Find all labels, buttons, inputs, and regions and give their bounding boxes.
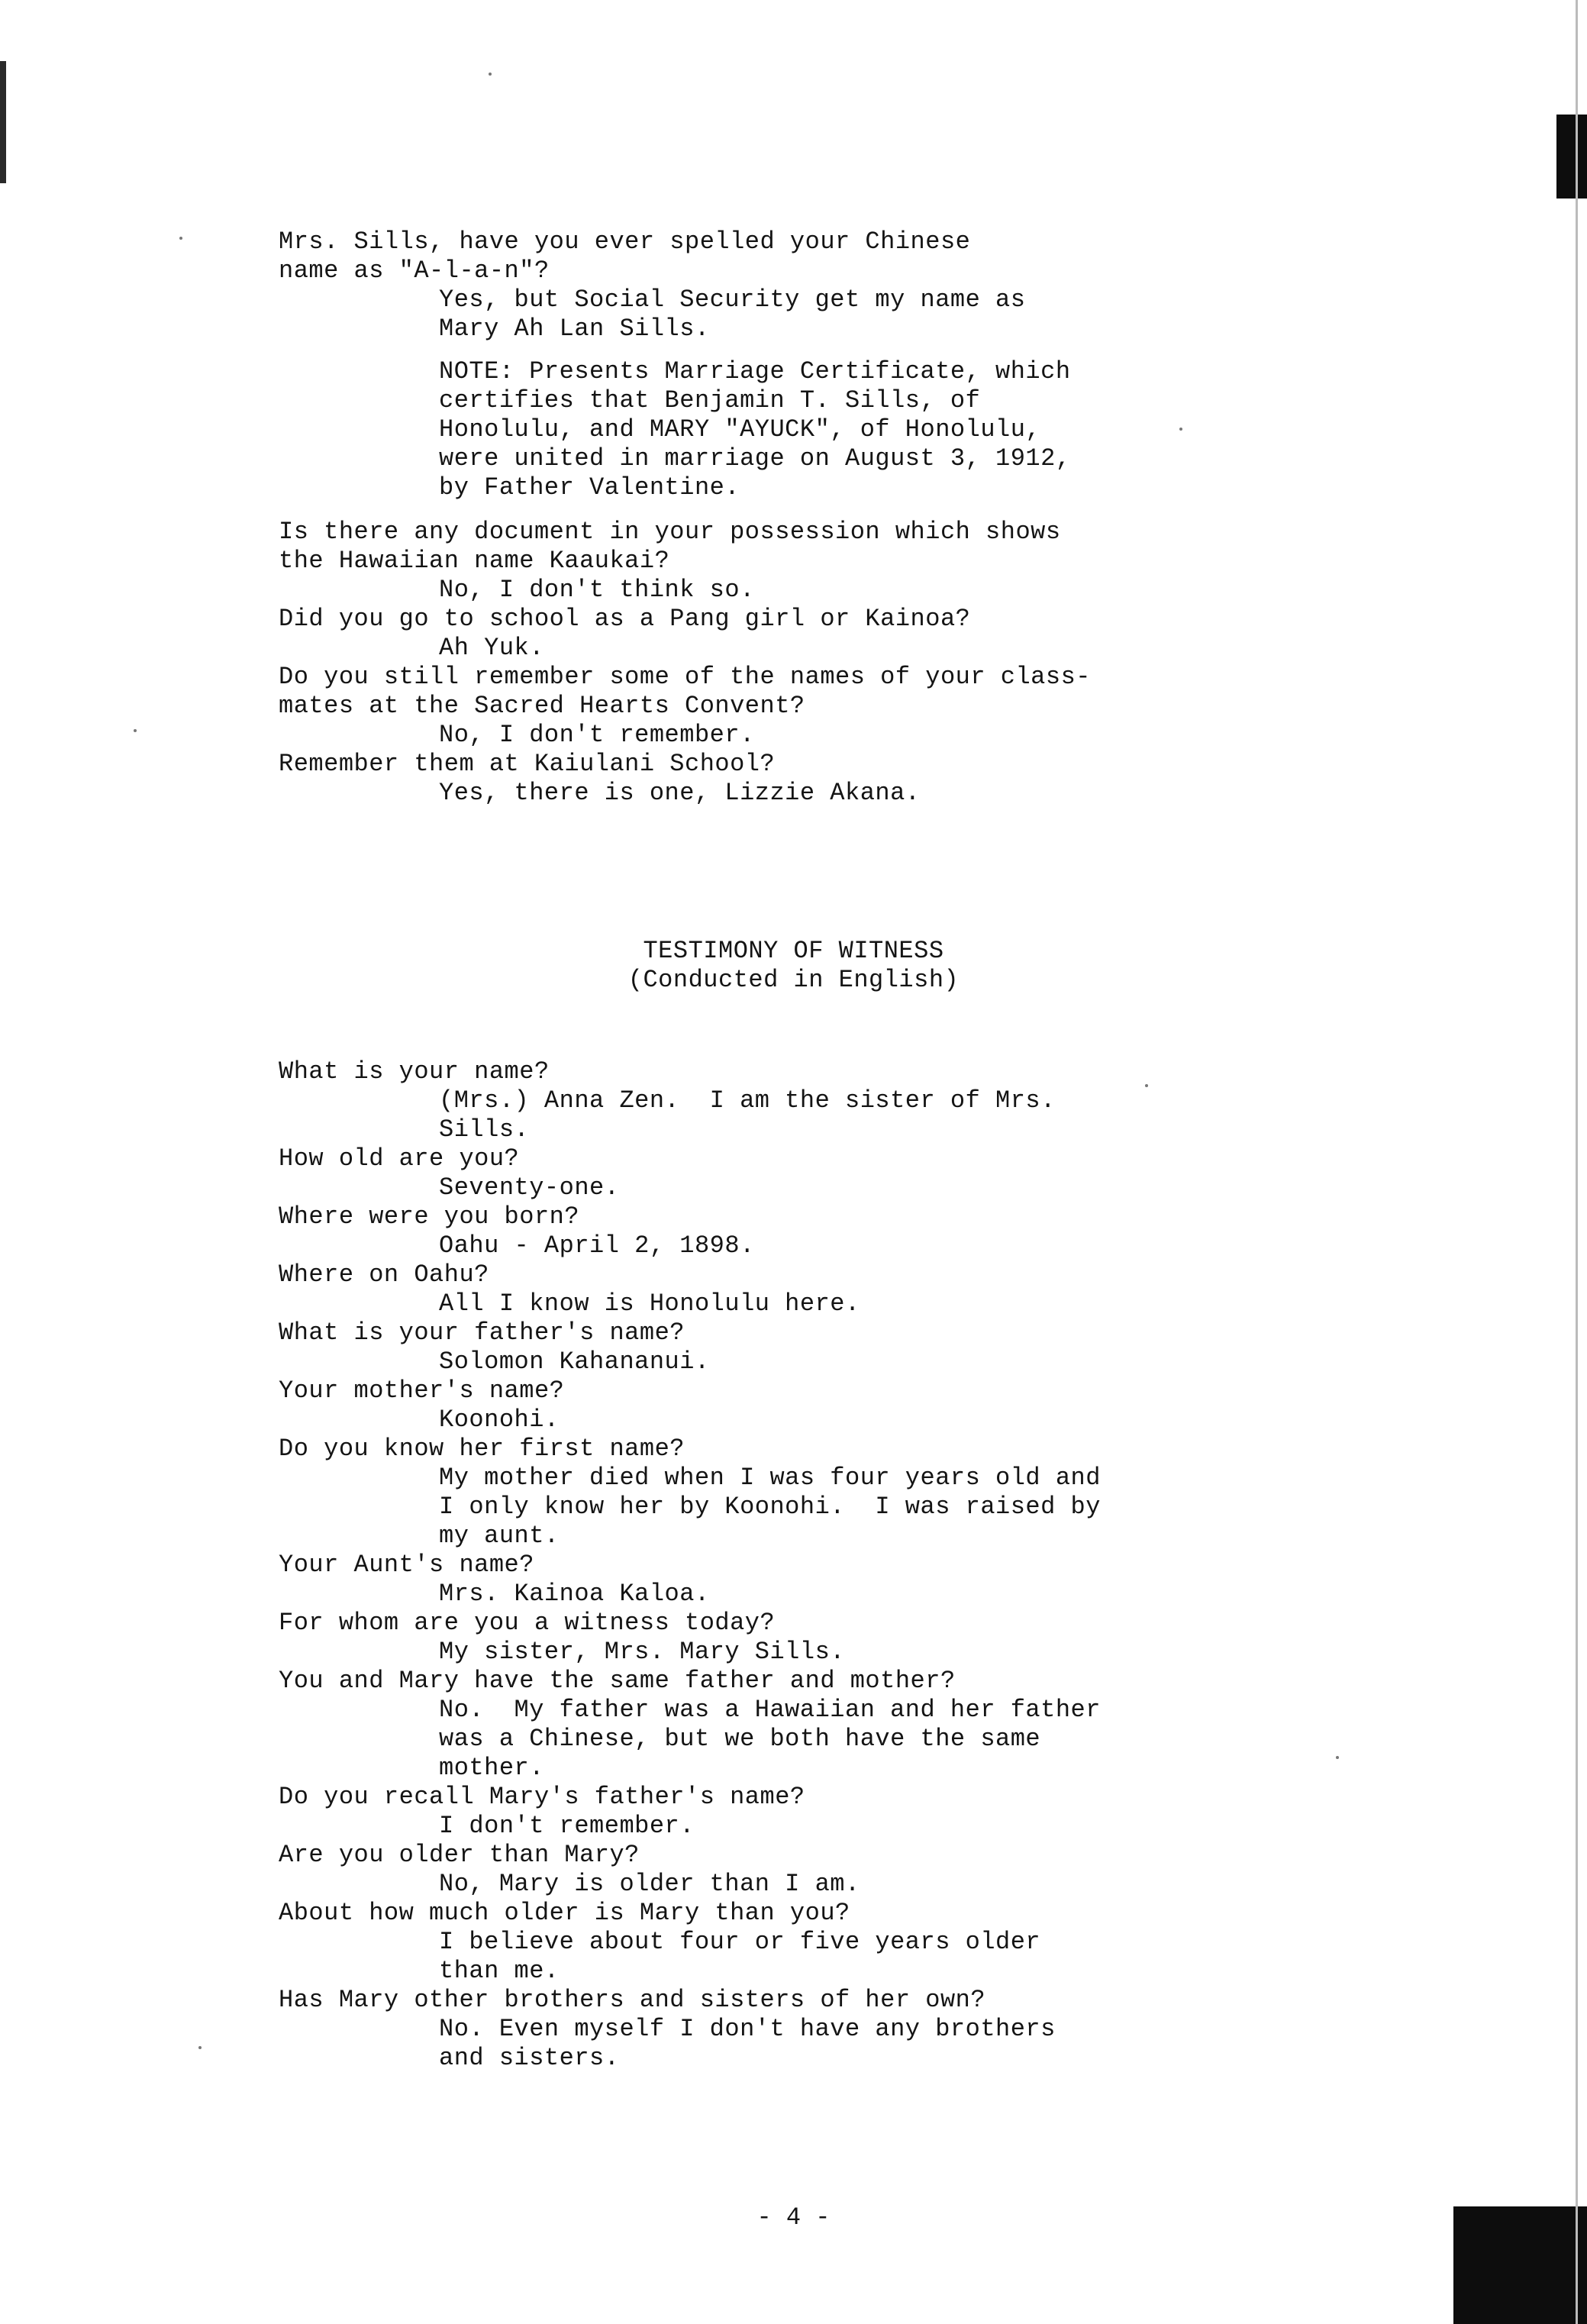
answer-line: Ah Yuk. <box>439 634 544 662</box>
question-line: Did you go to school as a Pang girl or Kainoa? <box>279 605 971 633</box>
question-line: mates at the Sacred Hearts Convent? <box>279 692 805 720</box>
question-line: Your mother's name? <box>279 1377 565 1405</box>
answer-line: Koonohi. <box>439 1406 560 1434</box>
note-line: NOTE: Presents Marriage Certificate, which <box>439 357 1071 386</box>
answer-line: Seventy-one. <box>439 1173 620 1202</box>
question-line: Mrs. Sills, have you ever spelled your Chinese <box>279 228 971 256</box>
answer-line: than me. <box>439 1957 560 1985</box>
question-line: Are you older than Mary? <box>279 1841 640 1869</box>
answer-line: Mary Ah Lan Sills. <box>439 315 710 343</box>
scan-speck <box>179 237 182 240</box>
scan-speck <box>1179 428 1182 431</box>
question-line: Do you recall Mary's father's name? <box>279 1783 805 1811</box>
question-line: What is your father's name? <box>279 1319 685 1347</box>
scan-speck <box>134 729 137 732</box>
note-line: were united in marriage on August 3, 1912, <box>439 444 1071 473</box>
answer-line: My sister, Mrs. Mary Sills. <box>439 1638 845 1666</box>
question-line: Where on Oahu? <box>279 1260 489 1289</box>
answer-line: was a Chinese, but we both have the same <box>439 1725 1041 1753</box>
scan-edge-shadow <box>0 61 6 183</box>
scan-speck <box>1145 1084 1148 1087</box>
answer-line: No. My father was a Hawaiian and her father <box>439 1696 1101 1724</box>
answer-line: No. Even myself I don't have any brothers <box>439 2015 1056 2043</box>
answer-line: my aunt. <box>439 1522 560 1550</box>
answer-line: Sills. <box>439 1115 530 1144</box>
question-line: Do you still remember some of the names of your class- <box>279 663 1091 691</box>
scan-speck <box>198 2046 202 2049</box>
answer-line: No, I don't think so. <box>439 576 755 604</box>
question-line: Do you know her first name? <box>279 1435 685 1463</box>
question-line: name as "A-l-a-n"? <box>279 257 550 285</box>
answer-line: (Mrs.) Anna Zen. I am the sister of Mrs. <box>439 1086 1056 1115</box>
answer-line: mother. <box>439 1754 544 1782</box>
section-subheading: (Conducted in English) <box>627 966 960 994</box>
scan-edge-shadow <box>1556 115 1587 199</box>
note-line: by Father Valentine. <box>439 473 740 502</box>
question-line: Your Aunt's name? <box>279 1551 534 1579</box>
answer-line: Yes, there is one, Lizzie Akana. <box>439 779 921 807</box>
question-line: the Hawaiian name Kaaukai? <box>279 547 670 575</box>
answer-line: Oahu - April 2, 1898. <box>439 1231 755 1260</box>
answer-line: Yes, but Social Security get my name as <box>439 286 1026 314</box>
scan-speck <box>489 73 492 76</box>
answer-line: I don't remember. <box>439 1812 695 1840</box>
answer-line: I believe about four or five years older <box>439 1928 1041 1956</box>
scan-speck <box>1336 1756 1339 1759</box>
answer-line: All I know is Honolulu here. <box>439 1289 860 1318</box>
question-line: For whom are you a witness today? <box>279 1609 776 1637</box>
question-line: Has Mary other brothers and sisters of her own? <box>279 1986 986 2014</box>
page-number: - 4 - <box>756 2203 831 2232</box>
answer-line: Mrs. Kainoa Kaloa. <box>439 1580 710 1608</box>
note-line: certifies that Benjamin T. Sills, of <box>439 386 981 415</box>
question-line: Remember them at Kaiulani School? <box>279 750 776 778</box>
answer-line: My mother died when I was four years old and <box>439 1464 1101 1492</box>
question-line: Where were you born? <box>279 1202 580 1231</box>
section-heading: TESTIMONY OF WITNESS <box>643 937 944 965</box>
question-line: About how much older is Mary than you? <box>279 1899 850 1927</box>
answer-line: No, I don't remember. <box>439 721 755 749</box>
answer-line: and sisters. <box>439 2044 620 2072</box>
question-line: How old are you? <box>279 1144 520 1173</box>
question-line: You and Mary have the same father and mother? <box>279 1667 956 1695</box>
answer-line: I only know her by Koonohi. I was raised by <box>439 1493 1101 1521</box>
answer-line: No, Mary is older than I am. <box>439 1870 860 1898</box>
question-line: What is your name? <box>279 1057 550 1086</box>
note-line: Honolulu, and MARY "AYUCK", of Honolulu, <box>439 415 1041 444</box>
scan-edge-line <box>1576 0 1578 2324</box>
answer-line: Solomon Kahananui. <box>439 1348 710 1376</box>
question-line: Is there any document in your possession which shows <box>279 518 1061 546</box>
